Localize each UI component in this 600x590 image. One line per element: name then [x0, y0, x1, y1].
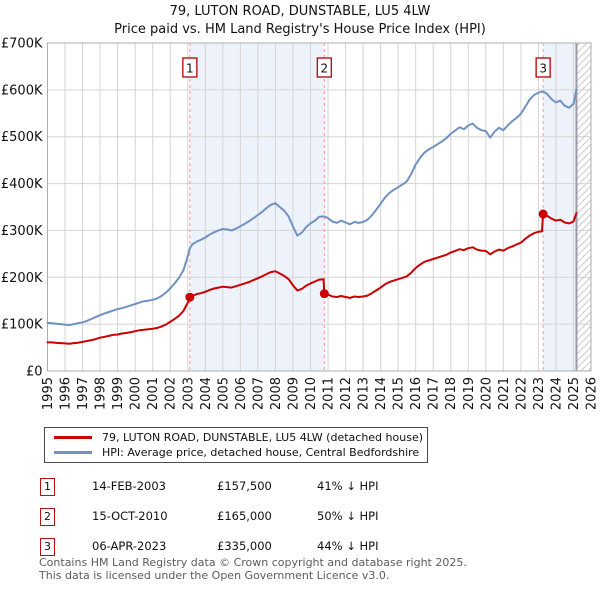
footer-line-2: This data is licensed under the Open Government Licence v3.0.	[39, 569, 390, 582]
x-tick-label: 2015	[391, 377, 407, 411]
x-tick-label: 2002	[163, 377, 179, 411]
sale-3-hpi-diff: 44% ↓ HPI	[317, 539, 379, 553]
chart-legend	[44, 427, 428, 463]
chart-subtitle: Price paid vs. HM Land Registry's House Price Index (HPI)	[114, 22, 486, 37]
x-tick-label: 1995	[41, 377, 56, 411]
sale-3-number-badge: 3	[40, 538, 55, 556]
x-tick-label: 2004	[198, 377, 214, 411]
x-tick-label: 2010	[303, 377, 319, 411]
sale-row-3	[40, 538, 580, 558]
chart-title: 79, LUTON ROAD, DUNSTABLE, LU5 4LW	[169, 4, 431, 19]
sale-2-hpi-diff: 50% ↓ HPI	[317, 509, 379, 523]
sale-row-1	[40, 478, 580, 498]
price-line-swatch	[54, 436, 92, 439]
shaded-band	[543, 43, 576, 371]
sale-point-dot	[320, 289, 329, 298]
svg-text:2: 2	[320, 61, 329, 76]
x-tick-label: 2021	[496, 377, 512, 411]
y-tick-label: £200K	[0, 270, 43, 286]
sale-number-marker	[183, 58, 197, 77]
hpi-line-swatch	[54, 451, 92, 454]
x-tick-label: 2018	[444, 377, 460, 411]
y-tick-label: £500K	[0, 130, 43, 146]
legend-label-hpi: HPI: Average price, detached house, Central Bedfordshire	[102, 446, 420, 459]
legend-item-price-paid	[54, 431, 427, 444]
sale-1-number-badge: 1	[40, 478, 55, 496]
x-tick-label: 1999	[111, 377, 127, 411]
x-tick-label: 2020	[479, 377, 495, 411]
license-footer	[39, 556, 467, 582]
x-tick-label: 2003	[181, 377, 197, 411]
sale-2-number-badge: 2	[40, 508, 55, 526]
y-tick-label: £300K	[0, 223, 43, 239]
x-tick-label: 2014	[374, 377, 390, 411]
x-tick-label: 1996	[58, 377, 74, 411]
x-tick-label: 2025	[566, 377, 582, 411]
legend-item-hpi	[54, 446, 427, 459]
sale-number-marker	[317, 58, 331, 77]
x-tick-label: 2017	[426, 377, 442, 411]
x-tick-label: 2000	[128, 377, 144, 411]
shaded-band	[190, 43, 324, 371]
y-tick-label: £100K	[0, 317, 43, 333]
x-tick-label: 2026	[584, 377, 600, 411]
x-tick-label: 2022	[514, 377, 530, 411]
x-tick-label: 1997	[76, 377, 92, 411]
sale-3-price: £335,000	[217, 539, 272, 553]
sale-3-date: 06-APR-2023	[92, 539, 167, 553]
x-tick-label: 2016	[409, 377, 425, 411]
y-tick-label: £700K	[0, 36, 43, 52]
footer-line-1: Contains HM Land Registry data © Crown copyright and database right 2025.	[39, 556, 467, 569]
sale-2-date: 15-OCT-2010	[92, 509, 168, 523]
sale-1-hpi-diff: 41% ↓ HPI	[317, 479, 379, 493]
x-tick-label: 2012	[339, 377, 355, 411]
x-tick-label: 2006	[233, 377, 249, 411]
x-tick-label: 2007	[251, 377, 267, 411]
sale-1-price: £157,500	[217, 479, 272, 493]
y-tick-label: £400K	[0, 177, 43, 193]
sale-row-2	[40, 508, 580, 528]
sale-point-dot	[539, 210, 548, 219]
x-tick-label: 2008	[268, 377, 284, 411]
x-tick-label: 2011	[321, 377, 337, 411]
sale-number-marker	[536, 58, 550, 77]
sale-point-dot	[185, 293, 194, 302]
x-tick-label: 1998	[93, 377, 109, 411]
sale-2-price: £165,000	[217, 509, 272, 523]
x-tick-label: 2024	[549, 377, 565, 411]
legend-label-price-paid: 79, LUTON ROAD, DUNSTABLE, LU5 4LW (detached house)	[102, 431, 424, 444]
x-tick-label: 2001	[146, 377, 162, 411]
y-tick-label: £0	[25, 364, 43, 380]
y-tick-label: £600K	[0, 83, 43, 99]
x-tick-label: 2023	[531, 377, 547, 411]
sale-1-date: 14-FEB-2003	[92, 479, 166, 493]
svg-text:1: 1	[186, 61, 194, 76]
x-tick-label: 2013	[356, 377, 372, 411]
x-tick-label: 2009	[286, 377, 302, 411]
x-tick-label: 2005	[216, 377, 232, 411]
svg-text:3: 3	[539, 61, 547, 76]
future-hatch-region	[576, 43, 591, 371]
x-tick-label: 2019	[461, 377, 477, 411]
